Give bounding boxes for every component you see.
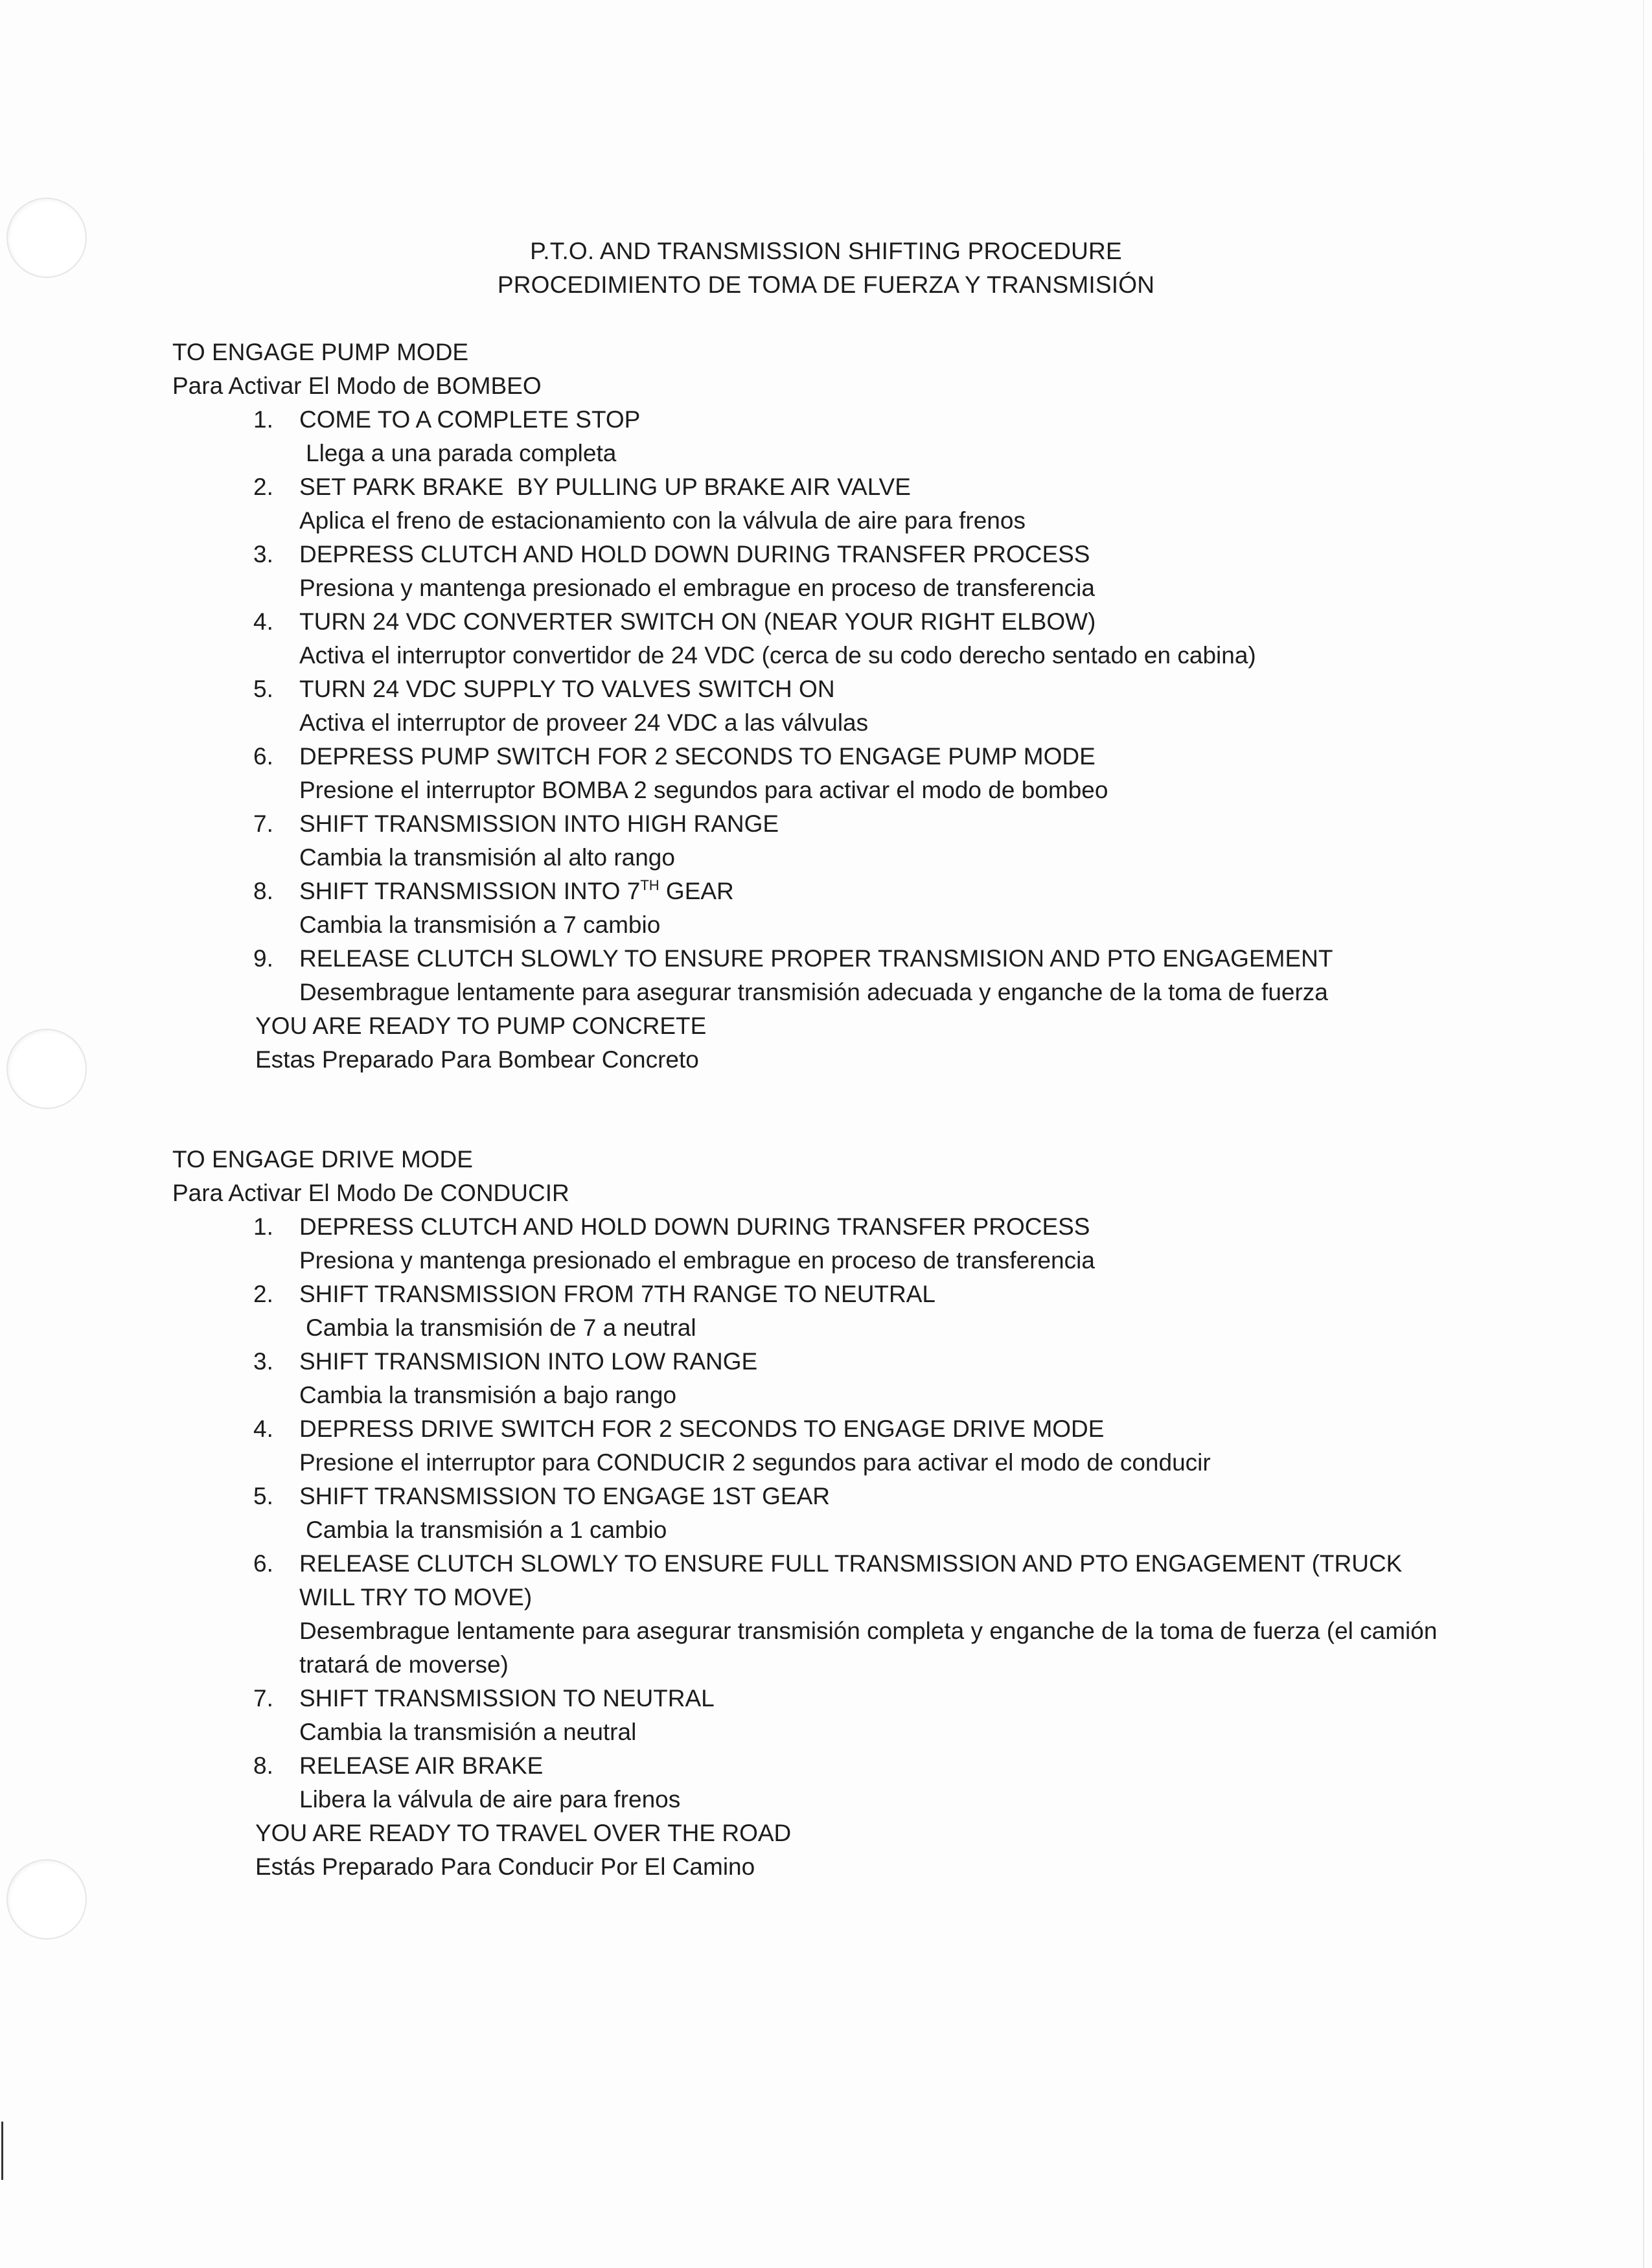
step-number: 6. xyxy=(253,743,273,770)
step-english: DEPRESS CLUTCH AND HOLD DOWN DURING TRANSFER PROCESS xyxy=(299,541,1090,567)
step-spanish: Cambia la transmisión de 7 a neutral xyxy=(306,1314,696,1341)
step-spanish: Cambia la transmisión a neutral xyxy=(299,1719,637,1745)
step-spanish: Aplica el freno de estacionamiento con la válvula de aire para frenos xyxy=(299,507,1026,534)
step-number: 8. xyxy=(253,1752,273,1779)
section-title: TO ENGAGE PUMP MODE xyxy=(172,339,469,365)
step-spanish: Llega a una parada completa xyxy=(306,440,617,466)
step-english: RELEASE AIR BRAKE xyxy=(299,1752,544,1779)
step-english: SHIFT TRANSMISSION TO ENGAGE 1ST GEAR xyxy=(299,1483,830,1509)
step-spanish: Activa el interruptor convertidor de 24 VDC (cerca de su codo derecho sentado en cabina) xyxy=(299,642,1256,669)
list-item xyxy=(172,1277,1627,1345)
list-item xyxy=(172,1749,1627,1816)
step-spanish: Desembrague lentamente para asegurar transmisión completa y enganche de la toma de fuerza (el camión tratará de moverse) xyxy=(299,1618,1438,1678)
step-spanish: Libera la válvula de aire para frenos xyxy=(299,1786,681,1813)
step-number: 6. xyxy=(253,1550,273,1577)
step-spanish: Presione el interruptor para CONDUCIR 2 segundos para activar el modo de conducir xyxy=(299,1449,1211,1476)
step-spanish: Cambia la transmisión a bajo rango xyxy=(299,1382,677,1408)
closing-english: YOU ARE READY TO TRAVEL OVER THE ROAD xyxy=(255,1820,792,1846)
step-spanish: Presiona y mantenga presionado el embrague en proceso de transferencia xyxy=(299,1247,1095,1274)
step-number: 4. xyxy=(253,608,273,635)
step-english: RELEASE CLUTCH SLOWLY TO ENSURE PROPER TRANSMISION AND PTO ENGAGEMENT xyxy=(299,945,1333,972)
list-item xyxy=(172,1345,1627,1412)
drive-steps-list xyxy=(172,1210,1627,1816)
step-number: 1. xyxy=(253,1213,273,1240)
section-subtitle: Para Activar El Modo De CONDUCIR xyxy=(172,1180,569,1206)
step-number: 1. xyxy=(253,406,273,433)
title-spanish: PROCEDIMIENTO DE TOMA DE FUERZA Y TRANSMISIÓN xyxy=(497,271,1155,298)
punch-hole-bottom xyxy=(6,1859,87,1940)
step-english: TURN 24 VDC SUPPLY TO VALVES SWITCH ON xyxy=(299,676,835,702)
section-subtitle: Para Activar El Modo de BOMBEO xyxy=(172,372,542,399)
step-spanish: Activa el interruptor de proveer 24 VDC a las válvulas xyxy=(299,709,869,736)
step-number: 2. xyxy=(253,1281,273,1307)
pump-steps-list xyxy=(172,403,1627,1009)
section-title: TO ENGAGE DRIVE MODE xyxy=(172,1146,473,1173)
step-number: 7. xyxy=(253,1685,273,1712)
step-english: SHIFT TRANSMISION INTO LOW RANGE xyxy=(299,1348,758,1375)
step-english: SET PARK BRAKE BY PULLING UP BRAKE AIR VALVE xyxy=(299,474,911,500)
list-item xyxy=(172,538,1627,605)
list-item xyxy=(172,740,1627,807)
step-english xyxy=(299,875,1627,908)
step-spanish: Presione el interruptor BOMBA 2 segundos para activar el modo de bombeo xyxy=(299,777,1108,803)
closing-spanish: Estas Preparado Para Bombear Concreto xyxy=(255,1046,699,1073)
step-number: 2. xyxy=(253,474,273,500)
punch-hole-middle xyxy=(6,1029,87,1109)
list-item xyxy=(172,605,1627,672)
list-item xyxy=(172,807,1627,875)
list-item xyxy=(172,672,1627,740)
step-number: 4. xyxy=(253,1415,273,1442)
list-item xyxy=(172,1682,1627,1749)
step-spanish: Cambia la transmisión a 7 cambio xyxy=(299,911,661,938)
step-english: DEPRESS CLUTCH AND HOLD DOWN DURING TRANSFER PROCESS xyxy=(299,1213,1090,1240)
step-english: SHIFT TRANSMISSION TO NEUTRAL xyxy=(299,1685,715,1712)
list-item xyxy=(172,1547,1627,1682)
step-number: 9. xyxy=(253,945,273,972)
scan-edge-mark xyxy=(1,2122,3,2180)
step-number: 5. xyxy=(253,676,273,702)
step-english: COME TO A COMPLETE STOP xyxy=(299,406,641,433)
closing-spanish: Estás Preparado Para Conducir Por El Camino xyxy=(255,1853,755,1880)
list-item xyxy=(172,470,1627,538)
step-number: 8. xyxy=(253,878,273,904)
step-english: TURN 24 VDC CONVERTER SWITCH ON (NEAR YOUR RIGHT ELBOW) xyxy=(299,608,1096,635)
drive-mode-section xyxy=(172,1143,1627,1884)
step-spanish: Cambia la transmisión a 1 cambio xyxy=(306,1517,667,1543)
list-item xyxy=(172,1210,1627,1277)
closing-english: YOU ARE READY TO PUMP CONCRETE xyxy=(255,1013,707,1039)
step-spanish: Cambia la transmisión al alto rango xyxy=(299,844,675,871)
list-item xyxy=(172,1412,1627,1480)
document-header xyxy=(0,235,1652,302)
step-number: 7. xyxy=(253,810,273,837)
list-item xyxy=(172,1480,1627,1547)
step-english: SHIFT TRANSMISSION FROM 7TH RANGE TO NEUTRAL xyxy=(299,1281,935,1307)
step-english: DEPRESS PUMP SWITCH FOR 2 SECONDS TO ENGAGE PUMP MODE xyxy=(299,743,1096,770)
title-english: P.T.O. AND TRANSMISSION SHIFTING PROCEDURE xyxy=(530,238,1122,264)
step-english: RELEASE CLUTCH SLOWLY TO ENSURE FULL TRANSMISSION AND PTO ENGAGEMENT (TRUCK WILL TRY TO MOVE) xyxy=(299,1550,1403,1610)
ordinal-superscript: TH xyxy=(640,877,660,893)
step-english: DEPRESS DRIVE SWITCH FOR 2 SECONDS TO ENGAGE DRIVE MODE xyxy=(299,1415,1105,1442)
scan-right-edge xyxy=(1643,0,1644,2268)
list-item xyxy=(172,942,1627,1009)
step-spanish: Presiona y mantenga presionado el embrague en proceso de transferencia xyxy=(299,575,1095,601)
step-number: 3. xyxy=(253,541,273,567)
step-english-suffix: GEAR xyxy=(659,878,734,904)
step-number: 5. xyxy=(253,1483,273,1509)
list-item xyxy=(172,875,1627,942)
step-spanish: Desembrague lentamente para asegurar transmisión adecuada y enganche de la toma de fuerza xyxy=(299,979,1328,1005)
list-item xyxy=(172,403,1627,470)
step-english-main: SHIFT TRANSMISSION INTO 7 xyxy=(299,878,641,904)
step-number: 3. xyxy=(253,1348,273,1375)
step-english: SHIFT TRANSMISSION INTO HIGH RANGE xyxy=(299,810,779,837)
pump-mode-section xyxy=(172,336,1627,1077)
